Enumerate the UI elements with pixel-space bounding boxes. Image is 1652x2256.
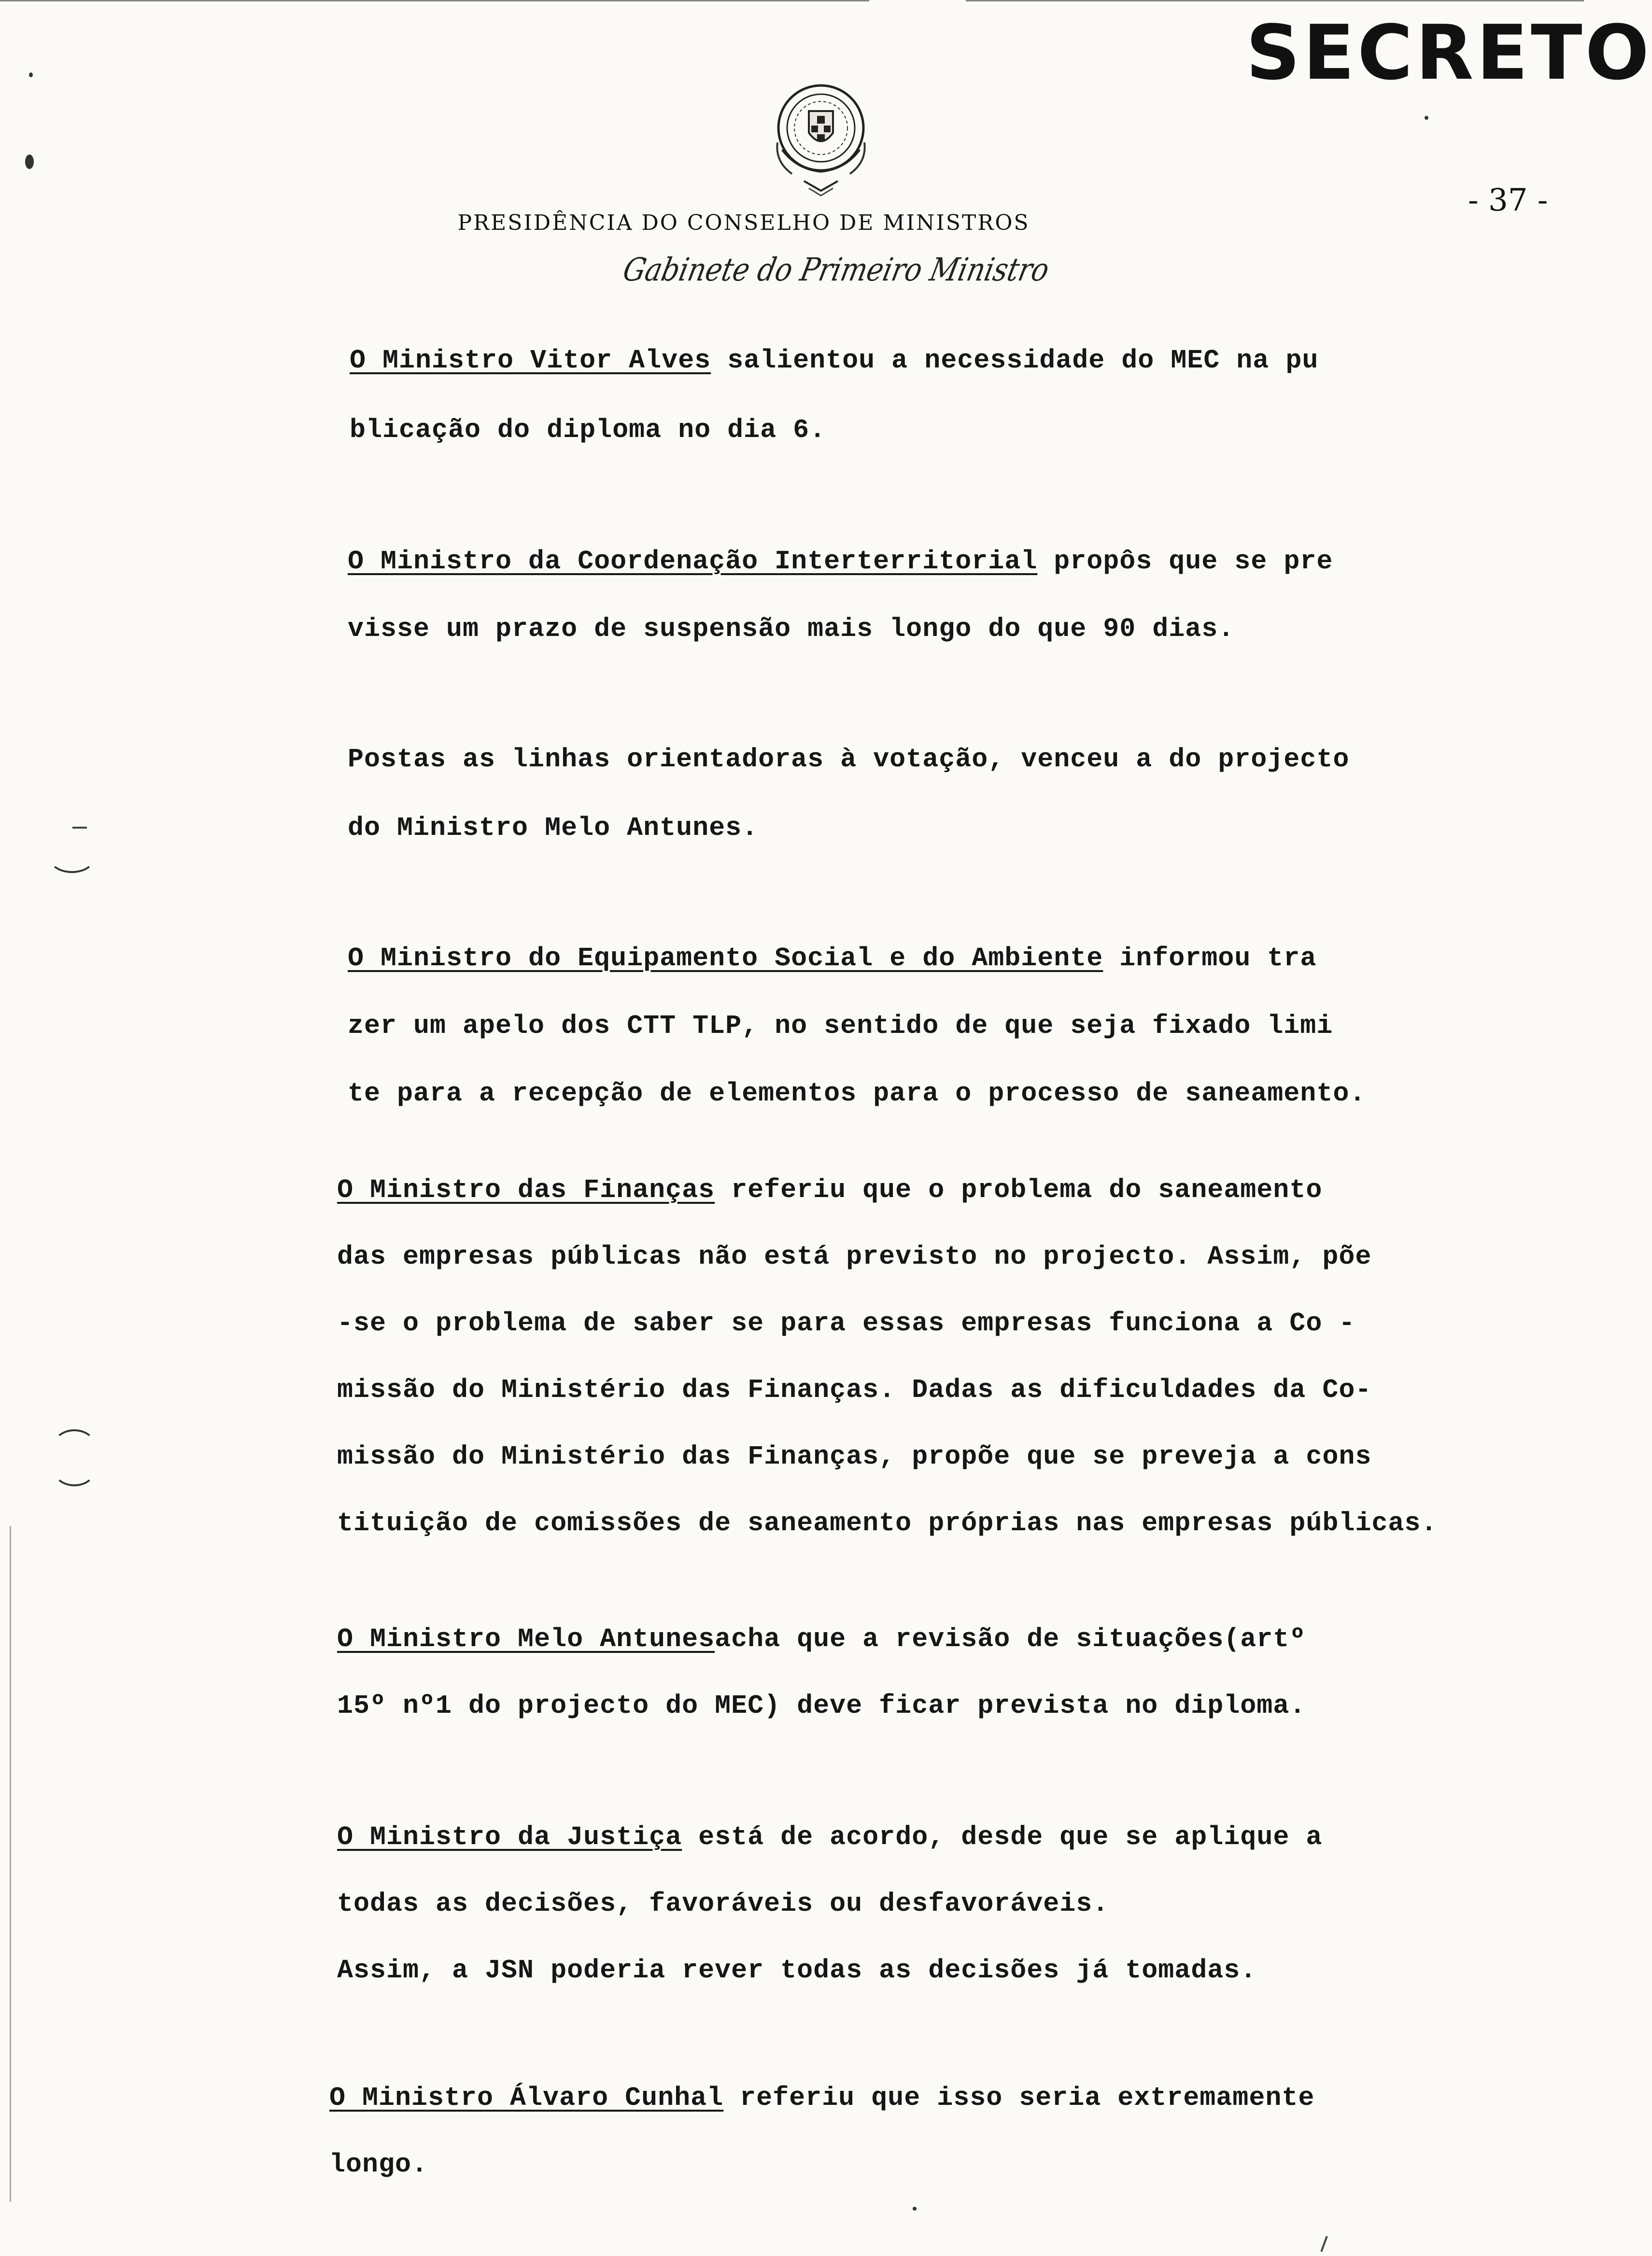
paragraph-7-line-2: todas as decisões, favoráveis ou desfavoráveis. (337, 1889, 1109, 1919)
text-line: acha que a revisão de situações(artº (715, 1624, 1306, 1654)
paragraph-5-line-4: missão do Ministério das Finanças. Dadas as dificuldades da Co- (337, 1375, 1372, 1405)
organization-title: PRESIDÊNCIA DO CONSELHO DE MINISTROS (457, 211, 1030, 235)
paragraph-3-line-2: do Ministro Melo Antunes. (348, 813, 759, 843)
scan-top-edge (966, 0, 1584, 1)
paragraph-5-line-5: missão do Ministério das Finanças, propõe que se preveja a cons (337, 1441, 1372, 1472)
paragraph-5-line-6: tituição de comissões de saneamento próprias nas empresas públicas. (337, 1508, 1438, 1538)
paragraph-8-line-2: longo. (329, 2149, 428, 2180)
speaker-name: O Ministro do Equipamento Social e do Ambiente (348, 943, 1103, 973)
page-number: - 37 - (1468, 183, 1548, 218)
coat-of-arms-emblem (763, 77, 879, 198)
scan-artifact (913, 2207, 917, 2211)
scan-artifact (72, 827, 87, 829)
paragraph-8-line-1 (329, 2081, 1314, 2115)
paragraph-6-line-1 (337, 1622, 1306, 1656)
speaker-name: O Ministro da Justiça (337, 1822, 682, 1852)
classification-stamp: SECRETO (1246, 9, 1652, 97)
text-line: salientou a necessidade do MEC na pu (711, 345, 1319, 376)
scan-top-edge (0, 0, 869, 1)
text-line: referiu que isso seria extremamente (723, 2083, 1315, 2113)
paragraph-1-line-1 (350, 344, 1318, 378)
paragraph-7-line-3: Assim, a JSN poderia rever todas as decisões já tomadas. (337, 1955, 1257, 1986)
speaker-name: O Ministro Vitor Alves (350, 345, 711, 376)
scan-artifact (1425, 116, 1428, 120)
scan-artifact (48, 840, 96, 873)
scan-artifact (53, 1453, 96, 1486)
office-subtitle: Gabinete do Primeiro Ministro (620, 251, 1053, 288)
scan-artifact (1320, 2236, 1327, 2252)
speaker-name: O Ministro Álvaro Cunhal (329, 2083, 724, 2113)
paragraph-7-line-1 (337, 1820, 1322, 1854)
scan-artifact (10, 1526, 11, 2202)
scan-artifact (25, 155, 34, 169)
scan-artifact (29, 72, 33, 77)
paragraph-6-line-2: 15º nº1 do projecto do MEC) deve ficar prevista no diploma. (337, 1691, 1306, 1721)
text-line: referiu que o problema do saneamento (715, 1175, 1323, 1205)
paragraph-2-line-2: visse um prazo de suspensão mais longo do que 90 dias. (348, 614, 1235, 644)
organization-header (0, 211, 1584, 235)
text-line: informou tra (1103, 943, 1317, 973)
paragraph-2-line-1 (348, 545, 1333, 578)
speaker-name: O Ministro da Coordenação Interterritorial (348, 546, 1038, 577)
paragraph-4-line-3: te para a recepção de elementos para o processo de saneamento. (348, 1078, 1366, 1109)
paragraph-3-line-1: Postas as linhas orientadoras à votação, venceu a do projecto (348, 744, 1350, 775)
text-line: propôs que se pre (1037, 546, 1333, 577)
paragraph-1-line-2: blicação do diploma no dia 6. (350, 415, 826, 445)
paragraph-5-line-2: das empresas públicas não está previsto no projecto. Assim, põe (337, 1241, 1372, 1272)
paragraph-5-line-1 (337, 1173, 1322, 1207)
paragraph-4-line-1 (348, 942, 1316, 975)
text-line: está de acordo, desde que se aplique a (682, 1822, 1323, 1852)
paragraph-5-line-3: -se o problema de saber se para essas empresas funciona a Co - (337, 1308, 1355, 1339)
speaker-name: O Ministro Melo Antunes (337, 1624, 715, 1654)
speaker-name: O Ministro das Finanças (337, 1175, 715, 1205)
paragraph-4-line-2: zer um apelo dos CTT TLP, no sentido de que seja fixado limi (348, 1011, 1333, 1041)
